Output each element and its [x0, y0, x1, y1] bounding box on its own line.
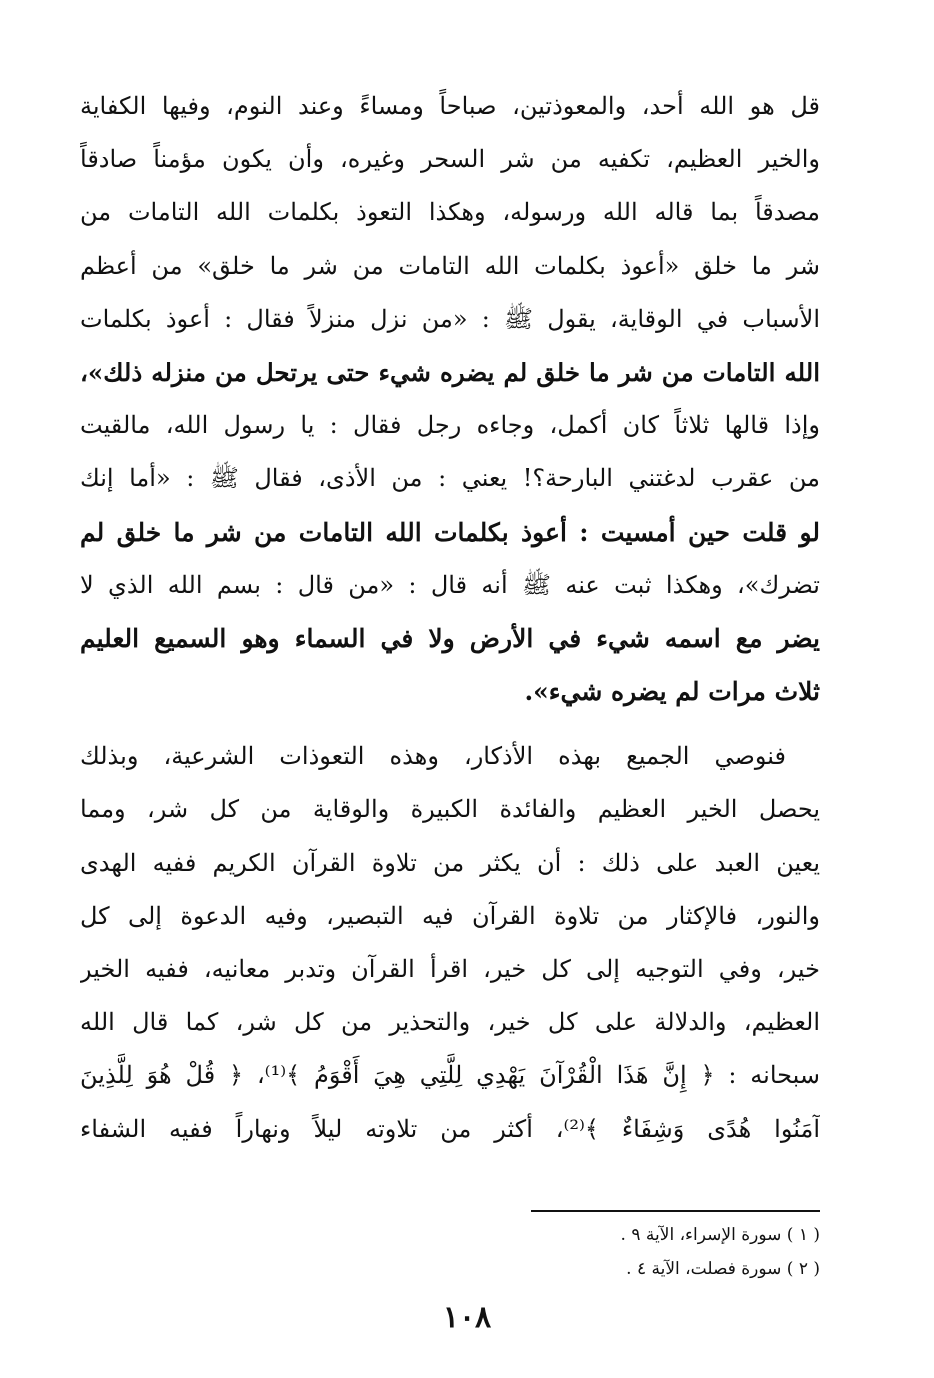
body-line-6: الله التامات من شر ما خلق لم يضره شيء حتى يرتحل من منزله ذلك»،	[80, 357, 820, 387]
body-line-5: الأسباب في الوقاية، يقول ﷺ : «من نزل منزلاً فقال : أعوذ بكلمات	[80, 304, 820, 333]
body-line-15: يعين العبد على ذلك : أن يكثر من تلاوة القرآن الكريم ففيه الهدى	[80, 848, 820, 877]
body-line-4: شر ما خلق «أعوذ بكلمات الله التامات من شر ما خلق» من أعظم	[80, 251, 820, 280]
paragraph-gap	[80, 718, 820, 730]
body-line-3: مصدقاً بما قاله الله ورسوله، وهكذا التعوذ بكلمات الله التامات من	[80, 198, 820, 227]
page-number: ١٠٨	[442, 1300, 492, 1335]
body-line-14: يحصل الخير العظيم والفائدة الكبيرة والوقاية من كل شر، ومما	[80, 795, 820, 824]
body-line-18: العظيم، والدلالة على كل خير، والتحذير من كل شر، كما قال الله	[80, 1008, 820, 1037]
body-line-10: تضرك»، وهكذا ثبت عنه ﷺ أنه قال : «من قال : بسم الله الذي لا	[80, 570, 820, 599]
footnotes	[380, 1218, 820, 1286]
page-body	[80, 80, 820, 1156]
body-line-13: فنوصي الجميع بهذه الأذكار، وهذه التعوذات الشرعية، وبذلك	[80, 742, 786, 771]
body-line-7: وإذا قالها ثلاثاً كان أكمل، وجاءه رجل فقال : يا رسول الله، مالقيت	[80, 411, 820, 440]
body-line-9: لو قلت حين أمسيت : أعوذ بكلمات الله التامات من شر ما خلق لم	[80, 517, 820, 547]
body-line-20: آمَنُوا هُدًى وَشِفَاءٌ ﴾⁽²⁾، أكثر من تلاوته ليلاً ونهاراً ففيه الشفاء	[80, 1114, 820, 1143]
footnote-1: ( ١ ) سورة الإسراء، الآية ٩ .	[620, 1225, 820, 1245]
body-line-16: والنور، فالإكثار من تلاوة القرآن فيه التبصير، وفيه الدعوة إلى كل	[80, 901, 820, 930]
body-line-2: والخير العظيم، تكفيه من شر السحر وغيره، وأن يكون مؤمناً صادقاً	[80, 145, 820, 174]
body-line-8: من عقرب لدغتني البارحة؟! يعني : من الأذى، فقال ﷺ : «أما إنك	[80, 464, 820, 493]
body-line-17: خير، وفي التوجيه إلى كل خير، اقرأ القرآن وتدبر معانيه، ففيه الخير	[80, 955, 820, 983]
body-line-19: سبحانه : ﴿ إِنَّ هَذَا الْقُرْآنَ يَهْدِي لِلَّتِي هِيَ أَقْوَمُ ﴾⁽¹⁾، ﴿ قُلْ هُوَ لِلَّذِينَ	[80, 1061, 820, 1090]
body-line-12: ثلاث مرات لم يضره شيء».	[524, 677, 820, 707]
footnote-2: ( ٢ ) سورة فصلت، الآية ٤ .	[626, 1259, 820, 1279]
body-line-11: يضر مع اسمه شيء في الأرض ولا في السماء وهو السميع العليم	[80, 623, 820, 653]
body-line-1: قل هو الله أحد، والمعوذتين، صباحاً ومساءً وعند النوم، وفيها الكفاية	[80, 92, 820, 120]
footnote-divider	[531, 1210, 820, 1212]
